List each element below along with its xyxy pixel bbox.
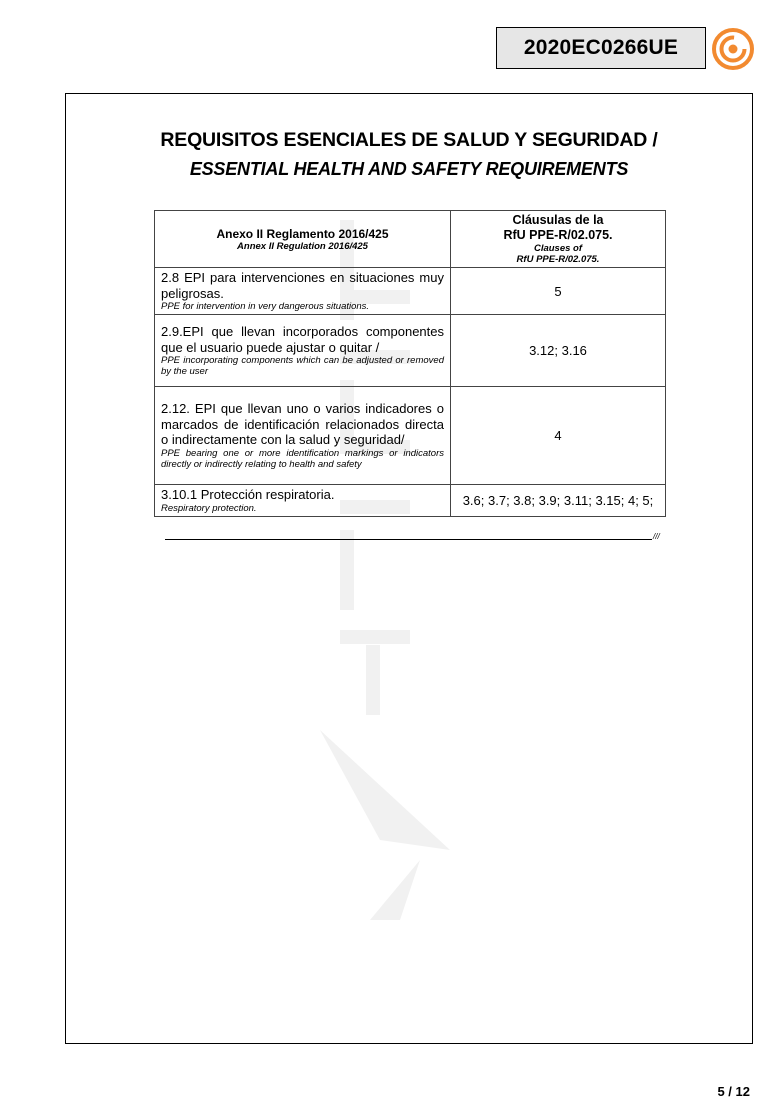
- requirement-translation: PPE bearing one or more identification markings or indicators directly or indirectly relating to health and safety: [161, 447, 444, 470]
- requirement-text: 3.10.1 Protección respiratoria.: [161, 487, 335, 502]
- requirement-text: 2.12. EPI que llevan uno o varios indicadores o marcados de identificación relacionados directa o indirectamente con la salud y seguridad/: [161, 401, 444, 448]
- header-clauses: [451, 211, 666, 268]
- requirement-translation: PPE incorporating components which can be adjusted or removed by the user: [161, 355, 444, 377]
- header-regulation: [155, 211, 451, 268]
- table-row: [155, 485, 666, 517]
- header-clauses-label-1: Cláusulas de la: [512, 213, 604, 227]
- header-clauses-label-2: RfU PPE-R/02.075.: [503, 228, 613, 242]
- requirement-cell: [155, 485, 451, 517]
- requirement-cell: [155, 315, 451, 387]
- spiral-logo-icon: [712, 28, 754, 70]
- requirement-translation: Respiratory protection.: [161, 502, 257, 514]
- header-regulation-sublabel: Annex II Regulation 2016/425: [237, 240, 368, 252]
- page-title: REQUISITOS ESENCIALES DE SALUD Y SEGURIDAD /: [160, 129, 658, 151]
- table-row: [155, 268, 666, 315]
- table-row: [155, 387, 666, 485]
- requirement-cell: [155, 268, 451, 315]
- closing-line: [165, 539, 652, 540]
- requirement-text: 2.9.EPI que llevan incorporados componentes que el usuario puede ajustar o quitar /: [161, 324, 444, 355]
- page-subtitle: ESSENTIAL HEALTH AND SAFETY REQUIREMENTS: [189, 159, 629, 179]
- table-row: [155, 315, 666, 387]
- requirement-translation: PPE for intervention in very dangerous situations.: [161, 301, 370, 312]
- requirement-cell: [155, 387, 451, 485]
- closing-mark: ///: [653, 532, 660, 541]
- page-number: 5 / 12: [717, 1084, 750, 1099]
- clause-cell: 4: [451, 387, 666, 485]
- certificate-number: 2020EC0266UE: [496, 27, 706, 69]
- requirements-table: [154, 210, 666, 517]
- header-regulation-label: Anexo II Reglamento 2016/425: [216, 226, 389, 241]
- header-clauses-sublabel-1: Clauses of: [533, 243, 583, 254]
- header-clauses-sublabel-2: RfU PPE-R/02.075.: [516, 254, 600, 265]
- table-header-row: [155, 211, 666, 268]
- clause-cell: 3.12; 3.16: [451, 315, 666, 387]
- clause-cell: 5: [451, 268, 666, 315]
- clause-cell: 3.6; 3.7; 3.8; 3.9; 3.11; 3.15; 4; 5;: [451, 485, 666, 517]
- requirement-text: 2.8 EPI para intervenciones en situaciones muy peligrosas.: [161, 270, 444, 301]
